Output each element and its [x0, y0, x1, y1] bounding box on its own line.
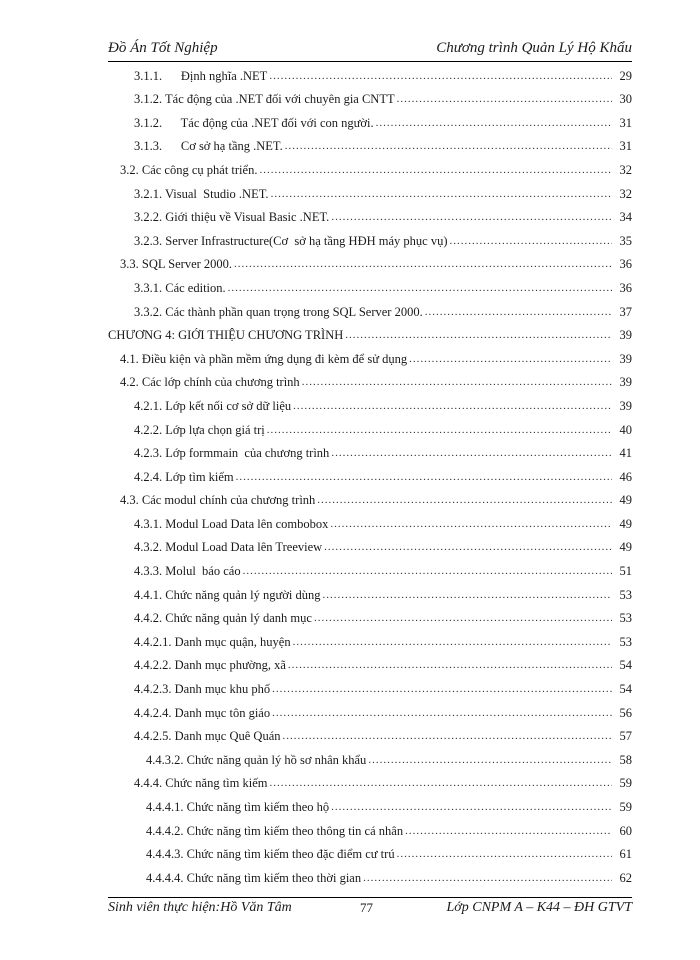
- toc-entry-label: 3.2.3. Server Infrastructure(Cơ sở hạ tầng HĐH máy phục vụ): [134, 233, 448, 248]
- toc-entry-label: 4.4.3.2. Chức năng quản lý hồ sơ nhân khẩu: [146, 752, 367, 767]
- page-footer: [108, 900, 632, 920]
- toc-dot-leader: [236, 470, 612, 485]
- toc-dot-leader: [368, 753, 612, 768]
- toc-entry-page: 40: [619, 422, 632, 437]
- toc-entry-page: 37: [619, 304, 632, 319]
- toc-entry-label: 3.3.1. Các edition.: [134, 280, 226, 295]
- toc-dot-leader: [272, 682, 612, 697]
- toc-entry[interactable]: [108, 652, 632, 676]
- toc-entry-page: 31: [619, 139, 632, 154]
- toc-entry-page: 58: [619, 752, 632, 767]
- toc-dot-leader: [397, 847, 612, 862]
- toc-dot-leader: [267, 423, 612, 438]
- toc-entry[interactable]: [108, 156, 632, 180]
- toc-entry-page: 51: [619, 564, 632, 579]
- toc-dot-leader: [271, 187, 612, 202]
- footer-class: Lớp CNPM A – K44 – ĐH GTVT: [446, 900, 632, 915]
- toc-dot-leader: [270, 776, 613, 791]
- toc-dot-leader: [425, 305, 612, 320]
- toc-entry-page: 30: [619, 92, 632, 107]
- toc-entry-page: 59: [619, 776, 632, 791]
- toc-entry-label: 4.4.4. Chức năng tìm kiếm: [134, 776, 268, 791]
- toc-entry-page: 56: [619, 705, 632, 720]
- toc-entry-label: 3.3. SQL Server 2000.: [120, 257, 233, 272]
- toc-entry-page: 49: [619, 493, 632, 508]
- toc-dot-leader: [397, 92, 612, 107]
- toc-entry-label: 4.1. Điều kiện và phần mềm ứng dụng đi kèm để sử dụng: [120, 351, 408, 366]
- toc-entry[interactable]: [108, 251, 632, 275]
- toc-entry[interactable]: [108, 746, 632, 770]
- toc-dot-leader: [409, 352, 612, 367]
- toc-entry-label: 4.3. Các modul chính của chương trình: [120, 493, 316, 508]
- toc-entry-page: 54: [619, 682, 632, 697]
- toc-dot-leader: [243, 564, 612, 579]
- toc-dot-leader: [330, 517, 612, 532]
- toc-dot-leader: [285, 139, 612, 154]
- toc-entry[interactable]: [108, 298, 632, 322]
- toc-entry-label: 4.4.2.3. Danh mục khu phố: [134, 682, 271, 697]
- toc-entry-page: 34: [619, 210, 632, 225]
- toc-entry-label: 4.4.4.2. Chức năng tìm kiếm theo thông tin cá nhân: [146, 823, 404, 838]
- toc-entry-label: 4.4.2.1. Danh mục quận, huyện: [134, 634, 291, 649]
- toc-entry[interactable]: [108, 793, 632, 817]
- toc-entry-page: 53: [619, 587, 632, 602]
- toc-entry-label: 4.4.4.4. Chức năng tìm kiếm theo thời gian: [146, 870, 362, 885]
- toc-entry-label: 4.4.4.1. Chức năng tìm kiếm theo hộ: [146, 800, 330, 814]
- toc-entry-label: 3.2.2. Giới thiệu về Visual Basic .NET.: [134, 210, 330, 225]
- toc-dot-leader: [314, 611, 612, 626]
- page-header: [108, 40, 632, 60]
- toc-entry-label: 4.2.3. Lớp formmain của chương trình: [134, 446, 330, 461]
- toc-entry[interactable]: [108, 180, 632, 204]
- toc-dot-leader: [331, 800, 612, 815]
- toc-entry-page: 41: [619, 446, 632, 461]
- toc-entry-label: 4.4.2. Chức năng quản lý danh mục: [134, 611, 312, 626]
- toc-entry-label: 3.1.2. Tác động của .NET đối với con người.: [134, 115, 374, 130]
- toc-entry-label: 3.1.2. Tác động của .NET đối với chuyên gia CNTT: [134, 92, 395, 107]
- toc-entry-page: 60: [619, 823, 632, 838]
- toc-entry-page: 31: [619, 115, 632, 130]
- toc-entry-label: 4.4.2.5. Danh mục Quê Quán: [134, 729, 281, 744]
- toc-entry[interactable]: [108, 369, 632, 393]
- toc-entry-label: 4.3.2. Modul Load Data lên Treeview: [134, 540, 323, 555]
- header-document-title: Đồ Án Tốt Nghiệp: [108, 40, 218, 56]
- toc-entry[interactable]: [108, 109, 632, 133]
- toc-entry-page: 39: [619, 398, 632, 413]
- toc-entry-label: 4.2. Các lớp chính của chương trình: [120, 375, 300, 390]
- toc-entry[interactable]: [108, 605, 632, 629]
- toc-entry-label: 4.4.2.2. Danh mục phường, xã: [134, 658, 286, 673]
- toc-entry[interactable]: [108, 841, 632, 865]
- toc-entry-label: 3.1.3. Cơ sở hạ tầng .NET.: [134, 139, 283, 154]
- toc-entry-page: 57: [619, 729, 632, 744]
- toc-entry-label: 3.3.2. Các thành phần quan trọng trong SQL Server 2000.: [134, 304, 423, 319]
- toc-entry-label: 4.3.1. Modul Load Data lên combobox: [134, 516, 329, 531]
- toc-dot-leader: [272, 706, 612, 721]
- toc-entry-page: 54: [619, 658, 632, 673]
- toc-entry-page: 49: [619, 540, 632, 555]
- toc-entry-label: 4.3.3. Molul báo cáo: [134, 564, 241, 579]
- toc-dot-leader: [283, 729, 613, 744]
- toc-entry[interactable]: [108, 322, 632, 346]
- toc-entry-label: 4.4.4.3. Chức năng tìm kiếm theo đặc điểm cư trú: [146, 847, 395, 862]
- toc-entry[interactable]: [108, 62, 632, 86]
- toc-entry[interactable]: [108, 86, 632, 110]
- toc-entry[interactable]: [108, 699, 632, 723]
- footer-author: Sinh viên thực hiện:Hồ Văn Tâm: [108, 900, 292, 915]
- toc-entry[interactable]: [108, 628, 632, 652]
- toc-dot-leader: [293, 399, 612, 414]
- toc-dot-leader: [324, 540, 612, 555]
- toc-entry[interactable]: [108, 487, 632, 511]
- toc-entry-page: 29: [619, 68, 632, 83]
- toc-dot-leader: [331, 210, 612, 225]
- toc-entry-page: 53: [619, 634, 632, 649]
- toc-entry-page: 61: [619, 847, 632, 862]
- toc-entry[interactable]: [108, 817, 632, 841]
- toc-entry-page: 59: [619, 800, 632, 814]
- table-of-contents: [108, 62, 632, 888]
- footer-divider: [108, 897, 632, 898]
- toc-dot-leader: [293, 635, 612, 650]
- toc-entry-page: 32: [619, 162, 632, 177]
- toc-entry[interactable]: [108, 534, 632, 558]
- toc-entry[interactable]: [108, 510, 632, 534]
- toc-entry-page: 32: [619, 186, 632, 201]
- toc-dot-leader: [331, 446, 612, 461]
- toc-entry[interactable]: [108, 581, 632, 605]
- toc-entry-label: 4.2.4. Lớp tìm kiếm: [134, 469, 234, 484]
- toc-dot-leader: [317, 493, 612, 508]
- toc-dot-leader: [405, 824, 612, 839]
- toc-entry[interactable]: [108, 770, 632, 794]
- toc-entry-label: 4.2.2. Lớp lựa chọn giá trị: [134, 422, 265, 437]
- toc-dot-leader: [269, 69, 612, 84]
- toc-entry-label: CHƯƠNG 4: GIỚI THIỆU CHƯƠNG TRÌNH: [108, 328, 344, 343]
- toc-entry[interactable]: [108, 133, 632, 157]
- toc-entry-page: 36: [619, 280, 632, 295]
- toc-dot-leader: [345, 328, 612, 343]
- toc-entry-label: 4.2.1. Lớp kết nối cơ sở dữ liệu: [134, 398, 292, 413]
- toc-dot-leader: [302, 375, 612, 390]
- toc-entry[interactable]: [108, 675, 632, 699]
- toc-entry-page: 39: [619, 328, 632, 343]
- toc-entry-label: 3.2.1. Visual Studio .NET.: [134, 186, 269, 201]
- toc-entry-page: 49: [619, 516, 632, 531]
- toc-entry[interactable]: [108, 345, 632, 369]
- toc-entry[interactable]: [108, 864, 632, 888]
- toc-dot-leader: [228, 281, 612, 296]
- toc-dot-leader: [376, 116, 612, 131]
- toc-entry-page: 62: [619, 870, 632, 885]
- toc-entry[interactable]: [108, 557, 632, 581]
- toc-dot-leader: [449, 234, 612, 249]
- toc-entry[interactable]: [108, 392, 632, 416]
- toc-entry-page: 35: [619, 233, 632, 248]
- toc-dot-leader: [322, 588, 612, 603]
- toc-dot-leader: [288, 658, 612, 673]
- toc-dot-leader: [363, 871, 612, 886]
- toc-entry[interactable]: [108, 723, 632, 747]
- toc-entry-label: 4.4.2.4. Danh mục tôn giáo: [134, 705, 271, 720]
- toc-entry-page: 46: [619, 469, 632, 484]
- toc-dot-leader: [259, 163, 612, 178]
- toc-entry[interactable]: [108, 440, 632, 464]
- toc-entry[interactable]: [108, 227, 632, 251]
- toc-entry-page: 39: [619, 375, 632, 390]
- toc-entry[interactable]: [108, 416, 632, 440]
- header-program-title: Chương trình Quản Lý Hộ Khẩu: [436, 40, 632, 56]
- toc-entry-page: 53: [619, 611, 632, 626]
- toc-entry[interactable]: [108, 204, 632, 228]
- toc-entry[interactable]: [108, 463, 632, 487]
- toc-entry-label: 4.4.1. Chức năng quản lý người dùng: [134, 587, 321, 602]
- toc-entry[interactable]: [108, 274, 632, 298]
- toc-dot-leader: [234, 257, 612, 272]
- page-number: 77: [360, 900, 373, 915]
- toc-entry-page: 39: [619, 351, 632, 366]
- toc-entry-label: 3.1.1. Định nghĩa .NET: [134, 68, 268, 83]
- toc-entry-label: 3.2. Các công cụ phát triển.: [120, 162, 258, 177]
- toc-entry-page: 36: [619, 257, 632, 272]
